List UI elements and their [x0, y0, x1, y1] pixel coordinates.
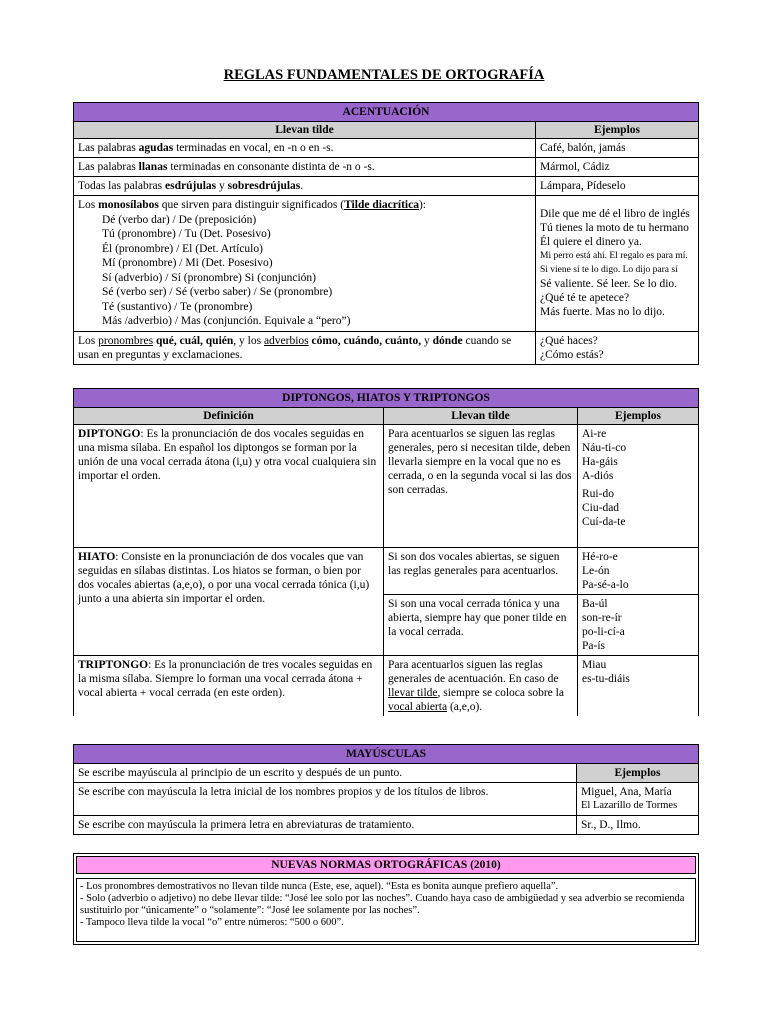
diptongos-heading: DIPTONGOS, HIATOS Y TRIPTONGOS — [74, 389, 699, 408]
column-header-examples: Ejemplos — [536, 122, 699, 139]
page-title: REGLAS FUNDAMENTALES DE ORTOGRAFÍA — [223, 67, 545, 83]
diacritic-line: Más /adverbio) / Mas (conjunción. Equivale a “pero”) — [102, 315, 351, 327]
example-cell: Rui-do Ciu-dad Cuí-da-te — [578, 485, 699, 548]
rule-cell: Los monosílabos que sirven para distinguir significados (Tilde diacrítica): Dé (verbo dar) / De (preposición) Tú (pronombre) / Tu (Det. Posesivo) Él (pronombre) / El (Det. Artículo) Mí (pronombre) / Mi (Det. Posesivo) Sí (adverbio) / Sí (pronombre) Si (conjunción) Sé (verbo ser) / Sé (verbo saber) / Se (pronombre) Té (sustantivo) / Te (pronombre) Más /adverbio) / Mas (conjunción. Equivale a “pero”) — [74, 196, 536, 332]
example-cell: Sr., D., Ilmo. — [577, 816, 699, 835]
note-line: - Los pronombres demostrativos no llevan tilde nunca (Este, ese, aquel). “Esta es bonita aunque prefiero aquella”. — [80, 881, 559, 892]
definition-cell: HIATO: Consiste en la pronunciación de dos vocales que van seguidas en sílabas distintas. Los hiatos se forman, o bien por dos vocales abiertas (a,e,o), o por una vocal cerrada tónica (i,u) junto a una abierta sin importar el orden. — [74, 548, 384, 656]
example-cell: Miguel, Ana, María El Lazarillo de Tormes — [577, 783, 699, 816]
example-cell: Miau es-tu-diáis — [578, 656, 699, 717]
definition-cell: DIPTONGO: Es la pronunciación de dos vocales seguidas en una misma sílaba. En español los diptongos se forman por la unión de una vocal cerrada átona (i,u) y otra vocal cualquiera sin importar el orden. — [74, 425, 384, 548]
table-row — [74, 548, 699, 595]
note-line: - Solo (adverbio o adjetivo) no debe llevar tilde: “José lee solo por las noches”. Cuando haya caso de ambigüedad y sea adverbio se recomienda sustituirlo por “únicamente” o “solamente”: “José lee solamente por las noches”. — [80, 893, 685, 916]
table-row — [74, 196, 699, 332]
table-row — [74, 425, 699, 486]
diacritic-line: Sé (verbo ser) / Sé (verbo saber) / Se (pronombre) — [102, 286, 333, 298]
rule-cell: Los pronombres qué, cuál, quién, y los adverbios cómo, cuándo, cuánto, y dónde cuando se usan en preguntas y exclamaciones. — [74, 331, 536, 364]
nuevas-normas-heading: NUEVAS NORMAS ORTOGRÁFICAS (2010) — [76, 856, 696, 874]
rule-cell: Se escribe con mayúscula la letra inicial de los nombres propios y de los títulos de libros. — [74, 783, 577, 816]
rule-cell: Si son una vocal cerrada tónica y una abierta, siempre hay que poner tilde en la vocal cerrada. — [384, 595, 578, 656]
example-cell: Ba-úl son-re-ír po-li-cí-a Pa-ís — [578, 595, 699, 656]
rule-cell: Las palabras llanas terminadas en consonante distinta de -n o -s. — [74, 158, 536, 177]
mayusculas-heading: MAYÚSCULAS — [74, 745, 699, 764]
example-cell: Hé-ro-e Le-ón Pa-sé-a-lo — [578, 548, 699, 595]
table-row — [74, 177, 699, 196]
column-header-rule: Llevan tilde — [74, 122, 536, 139]
nuevas-normas-notes — [76, 878, 696, 942]
table-row — [74, 764, 699, 783]
definition-cell: TRIPTONGO: Es la pronunciación de tres vocales seguidas en la misma sílaba. Siempre lo forman una vocal cerrada átona + vocal abierta + vocal cerrada (en este orden). — [74, 656, 384, 717]
diacritic-line: Mí (pronombre) / Mi (Det. Posesivo) — [102, 257, 273, 269]
table-row — [74, 816, 699, 835]
table-row — [74, 783, 699, 816]
table-row — [74, 139, 699, 158]
column-header-examples: Ejemplos — [578, 408, 699, 425]
rule-cell: Se escribe mayúscula al principio de un escrito y después de un punto. — [74, 764, 577, 783]
mayusculas-table — [73, 744, 699, 835]
acentuacion-heading: ACENTUACIÓN — [74, 103, 699, 122]
example-cell: Mármol, Cádiz — [536, 158, 699, 177]
column-header-rule: Llevan tilde — [384, 408, 578, 425]
example-cell: ¿Qué haces? ¿Cómo estás? — [536, 331, 699, 364]
nuevas-normas-table — [73, 853, 699, 945]
table-row — [74, 656, 699, 717]
note-line: - Tampoco lleva tilde la vocal “o” entre números: “500 o 600”. — [80, 917, 344, 928]
rule-cell: Las palabras agudas terminadas en vocal, en -n o en -s. — [74, 139, 536, 158]
diacritic-line: Dé (verbo dar) / De (preposición) — [102, 213, 257, 226]
rule-cell: Todas las palabras esdrújulas y sobresdrújulas. — [74, 177, 536, 196]
rule-cell: Para acentuarlos siguen las reglas generales de acentuación. En caso de llevar tilde, siempre se coloca sobre la vocal abierta (a,e,o). — [384, 656, 578, 717]
rule-cell: Si son dos vocales abiertas, se siguen las reglas generales para acentuarlos. — [384, 548, 578, 595]
table-row — [74, 331, 699, 364]
rule-cell: Para acentuarlos se siguen las reglas generales, pero si necesitan tilde, deben llevarla siempre en la vocal que no es cerrada, o en la segunda vocal si las dos son cerradas. — [384, 425, 578, 548]
example-cell: Ai-re Náu-ti-co Ha-gáis A-diós — [578, 425, 699, 486]
column-header-examples: Ejemplos — [577, 764, 699, 783]
example-cell: Café, balón, jamás — [536, 139, 699, 158]
table-row — [74, 158, 699, 177]
diacritic-line: Tú (pronombre) / Tu (Det. Posesivo) — [102, 228, 271, 240]
diptongos-table — [73, 388, 699, 716]
rule-cell: Se escribe con mayúscula la primera letra en abreviaturas de tratamiento. — [74, 816, 577, 835]
column-header-definition: Definición — [74, 408, 384, 425]
acentuacion-table — [73, 102, 699, 365]
example-cell: Dile que me dé el libro de inglés Tú tienes la moto de tu hermano Él quiere el dinero ya. Mi perro está ahí. El regalo es para mí. Si viene sí te lo digo. Lo dijo para sí Sé valiente. Sé leer. Se lo dio. ¿Qué té te apetece? Más fuerte. Mas no lo dijo. — [536, 196, 699, 332]
example-cell: Lámpara, Pídeselo — [536, 177, 699, 196]
diacritic-line: Sí (adverbio) / Sí (pronombre) Si (conjunción) — [102, 271, 316, 284]
diacritic-line: Té (sustantivo) / Te (pronombre) — [102, 300, 253, 313]
diacritic-line: Él (pronombre) / El (Det. Artículo) — [102, 242, 263, 255]
